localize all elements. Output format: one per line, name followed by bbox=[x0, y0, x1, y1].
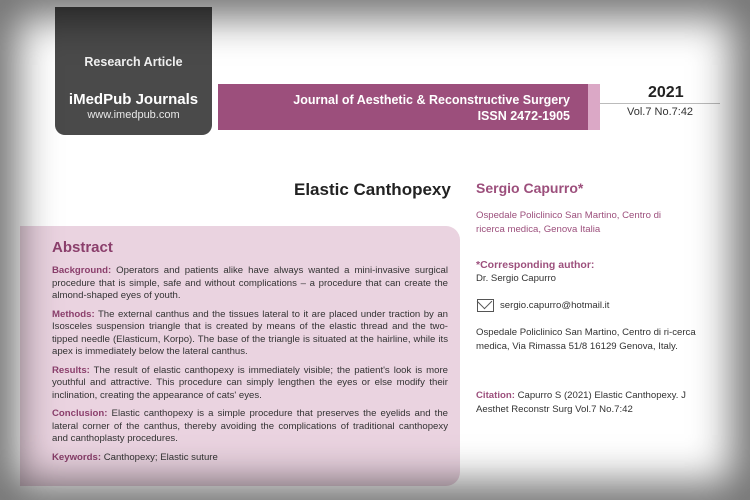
publication-year: 2021 bbox=[648, 84, 684, 101]
abstract-body bbox=[52, 265, 448, 470]
abstract-results bbox=[52, 365, 448, 403]
section-label: Conclusion: bbox=[52, 408, 108, 419]
volume-info: Vol.7 No.7:42 bbox=[627, 106, 694, 118]
corresponding-author-heading: *Corresponding author: bbox=[476, 259, 595, 271]
section-text: Elastic canthopexy is a simple procedure that preserves the eyelids and the lateral corner of the canthus, thereby avoiding the complications of traditional canthopexy and canthoplasty procedures. bbox=[52, 408, 448, 444]
section-label: Methods: bbox=[52, 308, 95, 320]
abstract-keywords bbox=[52, 452, 448, 465]
abstract-box bbox=[20, 226, 460, 486]
citation-text: Capurro S (2021) Elastic Canthopexy. J Aesthet Reconstr Surg Vol.7 No.7:42 bbox=[476, 390, 686, 415]
abstract-conclusion bbox=[52, 408, 448, 446]
author-affiliation: Ospedale Policlinico San Martino, Centro di ricerca medica, Genova Italia bbox=[476, 210, 662, 235]
publisher-name: iMedPub Journals bbox=[68, 91, 199, 108]
article-title: Elastic Canthopexy bbox=[294, 180, 451, 199]
section-label: Keywords: bbox=[52, 451, 102, 463]
abstract-heading: Abstract bbox=[52, 239, 113, 256]
journal-name: Journal of Aesthetic & Reconstructive Surgery bbox=[293, 93, 570, 107]
section-label: Results: bbox=[52, 364, 90, 376]
abstract-methods bbox=[52, 309, 448, 359]
section-text: The result of elastic canthopexy is immediately visible; the patient's look is more youthful and attractive. This procedure can simply lengthen the eyes or else modify their inclination, creating the appearance of cats' eyes. bbox=[52, 364, 448, 401]
journal-issn: ISSN 2472-1905 bbox=[477, 109, 570, 123]
citation-label: Citation: bbox=[476, 390, 515, 401]
author-name: Sergio Capurro* bbox=[476, 180, 584, 196]
section-label: Background: bbox=[52, 265, 112, 276]
header-divider bbox=[600, 103, 720, 104]
envelope-icon bbox=[477, 299, 494, 312]
publisher-url: www.imedpub.com bbox=[87, 109, 180, 121]
section-text: Operators and patients alike have always wanted a mini-invasive surgical procedure that is simple, safe and without complications – a procedure that can create the almond-shaped eyes of youth. bbox=[52, 265, 448, 301]
section-text: Canthopexy; Elastic suture bbox=[101, 451, 218, 463]
abstract-background bbox=[52, 265, 448, 303]
journal-banner bbox=[218, 84, 588, 130]
publisher-brand-block bbox=[55, 7, 212, 135]
journal-banner-accent bbox=[588, 84, 600, 130]
citation bbox=[476, 389, 711, 417]
author-email[interactable]: sergio.capurro@hotmail.it bbox=[500, 300, 610, 311]
author-address: Ospedale Policlinico San Martino, Centro di ri-cerca medica, Via Rimassa 51/8 16129 Genova, Italy. bbox=[476, 327, 696, 352]
corresponding-author-name: Dr. Sergio Capurro bbox=[476, 273, 556, 284]
section-text: The external canthus and the tissues lateral to it are placed under traction by an Isosceles suspension triangle that is created by means of the elastic thread and the two-tipped needle (Elasticum, Korpo). The base of the triangle is situated at the hairline, while its apex is immediately below the lateral canthus. bbox=[52, 308, 448, 357]
article-type-label: Research Article bbox=[84, 55, 183, 69]
